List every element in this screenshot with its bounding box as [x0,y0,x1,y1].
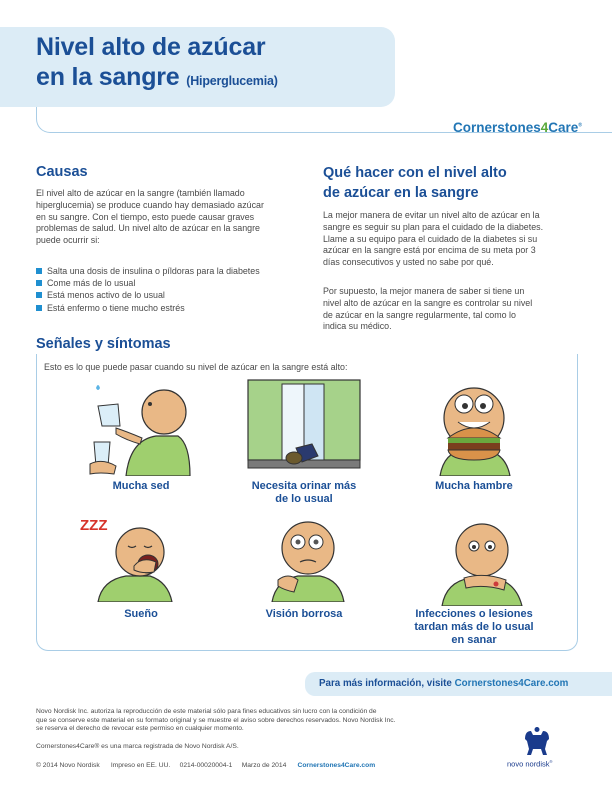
page-title-line-1: Nivel alto de azúcar [36,33,266,61]
footer-link[interactable]: Cornerstones4Care.com [297,762,376,769]
sign-caption-hunger: Mucha hambre [435,480,513,492]
apis-bull-logo-icon [521,727,553,757]
sign-caption-blurred-vision: Visión borrosa [265,608,343,620]
sign-caption-thirst: Mucha sed [112,480,170,492]
what-to-do-para-2: Por supuesto, la mejor manera de saber si tiene un nivel alto de azúcar en la sangre es controlar su nivel de azúcar en la sangre regularmente, tal como lo indica su médico. [323,286,533,332]
causes-text: El nivel alto de azúcar en la sangre (también llamado hiperglucemia) se produce cuando hay demasiado azúcar en su sangre. Con el tiempo, esto puede causar graves problemas de salud. Un nivel alto de azúcar en la sangre puede ocurrir si: [36,188,264,246]
list-item: Come más de lo usual [36,277,306,289]
sign-caption-slow-healing: Infecciones o lesiones tardan más de lo usual en sanar [414,608,534,646]
sleep-zzz-label: ZZZ [80,517,108,534]
signs-intro: Esto es lo que puede pasar cuando su nivel de azúcar en la sangre está alto: [44,362,348,372]
brand-logo: Cornerstones4Care® [452,120,582,135]
novo-nordisk-logo-text: novo nordisk® [507,759,553,769]
urination-illustration [246,378,364,476]
page-subtitle: (Hiperglucemia) [186,74,278,88]
list-item: Salta una dosis de insulina o píldoras para la diabetes [36,265,306,277]
hunger-illustration [424,380,524,476]
list-item: Está menos activo de lo usual [36,289,306,301]
sleepiness-illustration [76,512,186,602]
footer-meta: © 2014 Novo Nordisk Impreso en EE. UU. 0214-00020004-1 Marzo de 2014 Cornerstones4Care.com [36,762,376,769]
more-info-text: Para más información, visite Cornerstones4Care.com [319,678,569,689]
more-info-link[interactable]: Cornerstones4Care.com [454,678,569,689]
causes-heading: Causas [36,164,88,180]
what-to-do-heading: Qué hacer con el nivel alto de azúcar en la sangre [323,165,507,201]
sign-caption-urination: Necesita orinar más de lo usual [251,480,357,505]
title-banner [0,27,395,107]
what-to-do-para-1: La mejor manera de evitar un nivel alto de azúcar en la sangre es seguir su plan para el cuidado de la diabetes. Llame a su equipo para el cuidado de la diabetes si su azúcar en la sangre está por encima de su meta por 3 días consecutivos y usted no sabe por qué. [323,210,544,268]
slow-healing-illustration [434,514,530,606]
thirst-illustration [86,378,196,476]
list-item: Está enfermo o tiene mucho estrés [36,302,306,314]
footer-trademark: Cornerstones4Care® es una marca registrada de Novo Nordisk A/S. [36,743,239,750]
footer-legal: Novo Nordisk Inc. autoriza la reproducción de este material sólo para fines educativos sin lucro con la condición de que se conserve este material en su formato original y se muestre el aviso sobre derechos reservados. Novo Nordisk Inc. se reserva el derecho de revocar este permiso en cualquier momento. [36,708,396,733]
page-title-line-2: en la sangre (Hiperglucemia) [36,63,278,91]
more-info-bar [305,672,612,696]
sign-caption-sleepiness: Sueño [124,608,158,620]
blurred-vision-illustration [258,514,358,602]
causes-list [36,265,306,314]
signs-heading: Señales y síntomas [36,336,171,352]
